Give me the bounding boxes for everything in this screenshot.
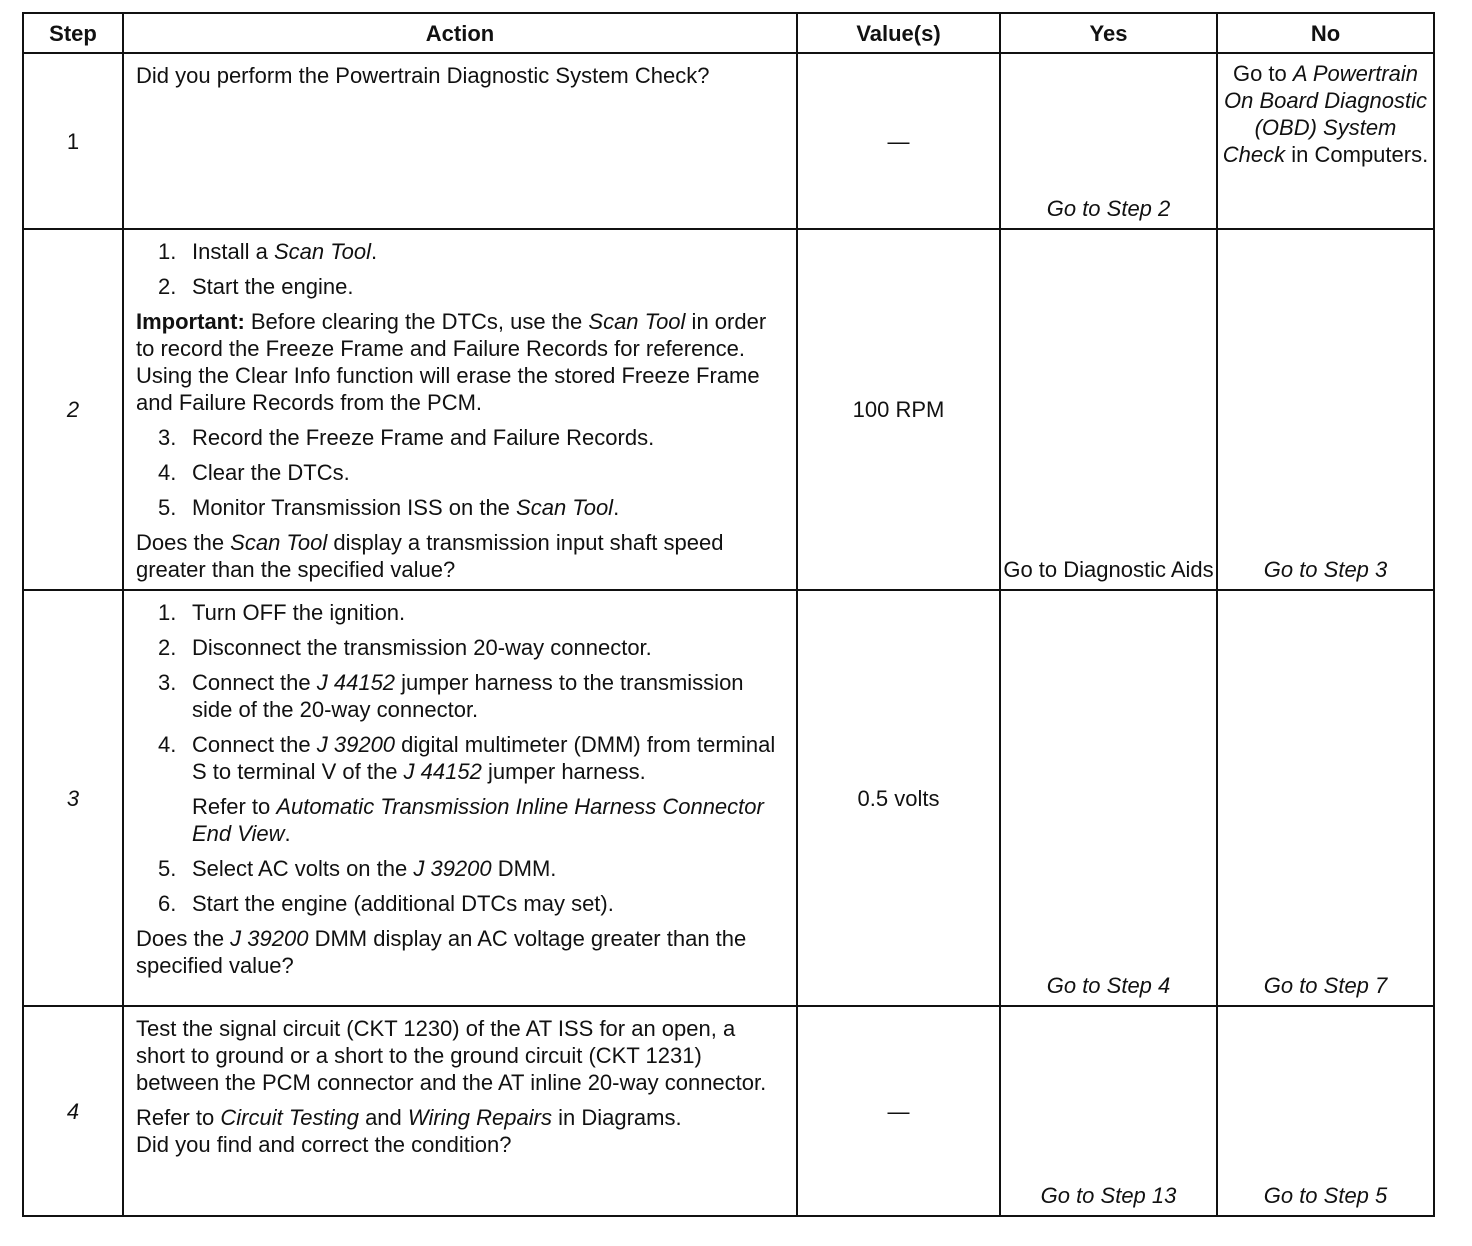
yes-cell: Go to Diagnostic Aids bbox=[1000, 229, 1217, 590]
item-text: Disconnect the transmission 20-way connector. bbox=[192, 635, 652, 660]
item-text-mid: digital multimeter (DMM) from terminal S to terminal V of the bbox=[192, 732, 776, 784]
list-item bbox=[136, 424, 786, 451]
header-no: No bbox=[1217, 13, 1434, 53]
list-item bbox=[136, 599, 786, 626]
item-text: Turn OFF the ignition. bbox=[192, 600, 406, 625]
item-tool-2: J 44152 bbox=[403, 759, 482, 784]
question-tool: Scan Tool bbox=[230, 530, 328, 555]
item-tool: J 44152 bbox=[316, 670, 396, 695]
no-prefix: Go to bbox=[1232, 61, 1287, 86]
item-number: 4. bbox=[158, 460, 177, 485]
yes-link: Go to Step 13 bbox=[1040, 1183, 1177, 1208]
no-cell bbox=[1217, 590, 1434, 1006]
header-row bbox=[23, 13, 1434, 53]
step-number-text: 3 bbox=[66, 785, 80, 811]
action-question bbox=[136, 925, 786, 979]
action-question bbox=[136, 529, 786, 583]
procedure-list bbox=[136, 238, 786, 300]
item-number: 1. bbox=[158, 600, 177, 625]
no-cell bbox=[1217, 1006, 1434, 1216]
refer-link-2: Wiring Repairs bbox=[407, 1105, 552, 1130]
refer-text: Refer to bbox=[136, 1105, 221, 1130]
yes-cell bbox=[1000, 590, 1217, 1006]
step-number bbox=[23, 1006, 123, 1216]
important-label: Important: bbox=[136, 309, 245, 334]
item-tool: Scan Tool bbox=[516, 495, 614, 520]
list-item bbox=[136, 855, 786, 882]
item-text: Clear the DTCs. bbox=[192, 460, 350, 485]
refer-link: Automatic Transmission Inline Harness Connector End View bbox=[192, 794, 764, 846]
no-suffix: Computers. bbox=[1314, 142, 1429, 167]
procedure-list bbox=[136, 599, 786, 785]
important-note bbox=[136, 308, 786, 416]
no-cell bbox=[1217, 229, 1434, 590]
item-number: 3. bbox=[158, 670, 177, 695]
item-text-end: jumper harness to the transmission side of the 20-way connector. bbox=[192, 670, 744, 722]
item-text: Start the engine. bbox=[192, 274, 354, 299]
important-text-end: in order to record the Freeze Frame and Failure Records for reference. Using the Clear Info function will erase the stored Freeze Frame and Failure Records from the PCM. bbox=[136, 309, 767, 415]
list-item bbox=[136, 731, 786, 785]
action-cell bbox=[123, 590, 797, 1006]
refer-text: Refer to bbox=[192, 794, 277, 819]
diagnostic-table bbox=[22, 12, 1435, 1217]
value-cell: 0.5 volts bbox=[797, 590, 1000, 1006]
header-yes: Yes bbox=[1000, 13, 1217, 53]
item-text: Start the engine (additional DTCs may set). bbox=[192, 891, 614, 916]
no-link: Go to Step 3 bbox=[1263, 557, 1388, 582]
step-number: 1 bbox=[23, 53, 123, 229]
item-number: 2. bbox=[158, 635, 177, 660]
item-number: 5. bbox=[158, 856, 177, 881]
value-cell: — bbox=[797, 1006, 1000, 1216]
value-cell: 100 RPM bbox=[797, 229, 1000, 590]
list-item bbox=[136, 494, 786, 521]
item-text-end: . bbox=[370, 239, 378, 264]
no-link: A Powertrain On Board Diagnostic (OBD) System Check bbox=[1222, 61, 1427, 167]
action-cell bbox=[123, 1006, 797, 1216]
item-text-end: jumper harness. bbox=[481, 759, 646, 784]
item-text: Install a bbox=[192, 239, 274, 264]
no-link: Go to Step 7 bbox=[1263, 973, 1388, 998]
item-text-end: . bbox=[613, 495, 620, 520]
table-row bbox=[23, 229, 1434, 590]
question-tool: J 39200 bbox=[230, 926, 309, 951]
list-item bbox=[136, 634, 786, 661]
important-tool: Scan Tool bbox=[588, 309, 686, 334]
item-number: 2. bbox=[158, 274, 177, 299]
yes-link: Go to Step 4 bbox=[1046, 973, 1171, 998]
refer-text-end: . bbox=[284, 821, 291, 846]
list-item bbox=[136, 273, 786, 300]
table-row bbox=[23, 590, 1434, 1006]
step-number-text: 2 bbox=[66, 397, 80, 422]
item-text-end: DMM. bbox=[491, 856, 557, 881]
step-number bbox=[23, 229, 123, 590]
list-item bbox=[136, 890, 786, 917]
table-row bbox=[23, 53, 1434, 229]
item-tool: J 39200 bbox=[413, 856, 492, 881]
list-item bbox=[136, 459, 786, 486]
header-action: Action bbox=[123, 13, 797, 53]
item-text: Connect the bbox=[192, 670, 317, 695]
question-text-end: DMM display an AC voltage greater than the specified value? bbox=[136, 926, 747, 978]
list-item bbox=[136, 238, 786, 265]
refer-text-end: in Diagrams. bbox=[551, 1105, 682, 1130]
item-text: Connect the bbox=[192, 732, 317, 757]
item-text: Select AC volts on the bbox=[192, 856, 414, 881]
question-text-end: display a transmission input shaft speed greater than the specified value? bbox=[136, 530, 724, 582]
action-question: Did you find and correct the condition? bbox=[136, 1132, 512, 1157]
list-item bbox=[136, 669, 786, 723]
item-number: 6. bbox=[158, 891, 177, 916]
refer-note bbox=[136, 793, 786, 847]
refer-note bbox=[136, 1104, 786, 1131]
header-step: Step bbox=[23, 13, 123, 53]
no-mid: in bbox=[1291, 142, 1309, 167]
action-text: Test the signal circuit (CKT 1230) of the AT ISS for an open, a short to ground or a short to the ground circuit (CKT 1231) between the PCM connector and the AT inline 20-way connector. bbox=[136, 1016, 767, 1095]
no-cell bbox=[1217, 53, 1434, 229]
header-values: Value(s) bbox=[797, 13, 1000, 53]
item-tool: J 39200 bbox=[316, 732, 396, 757]
question-text: Does the bbox=[136, 926, 231, 951]
question-text: Does the bbox=[136, 530, 231, 555]
item-number: 4. bbox=[158, 732, 177, 757]
item-number: 1. bbox=[158, 239, 177, 264]
item-text: Monitor Transmission ISS on the bbox=[192, 495, 517, 520]
step-number bbox=[23, 590, 123, 1006]
procedure-list bbox=[136, 855, 786, 917]
action-cell bbox=[123, 229, 797, 590]
step-number-text: 4 bbox=[66, 1098, 80, 1124]
yes-cell bbox=[1000, 1006, 1217, 1216]
item-text: Record the Freeze Frame and Failure Records. bbox=[192, 425, 655, 450]
action-cell bbox=[123, 53, 797, 229]
item-tool: Scan Tool bbox=[273, 239, 371, 264]
table-row bbox=[23, 1006, 1434, 1216]
important-text: Before clearing the DTCs, use the bbox=[244, 309, 589, 334]
value-cell: — bbox=[797, 53, 1000, 229]
procedure-list bbox=[136, 424, 786, 521]
yes-link: Go to Step 2 bbox=[1046, 196, 1171, 221]
no-link: Go to Step 5 bbox=[1263, 1183, 1388, 1208]
yes-cell bbox=[1000, 53, 1217, 229]
item-number: 5. bbox=[158, 495, 177, 520]
item-number: 3. bbox=[158, 425, 177, 450]
refer-and: and bbox=[358, 1105, 408, 1130]
refer-link-1: Circuit Testing bbox=[220, 1105, 359, 1130]
action-question: Did you perform the Powertrain Diagnostic System Check? bbox=[136, 63, 710, 88]
